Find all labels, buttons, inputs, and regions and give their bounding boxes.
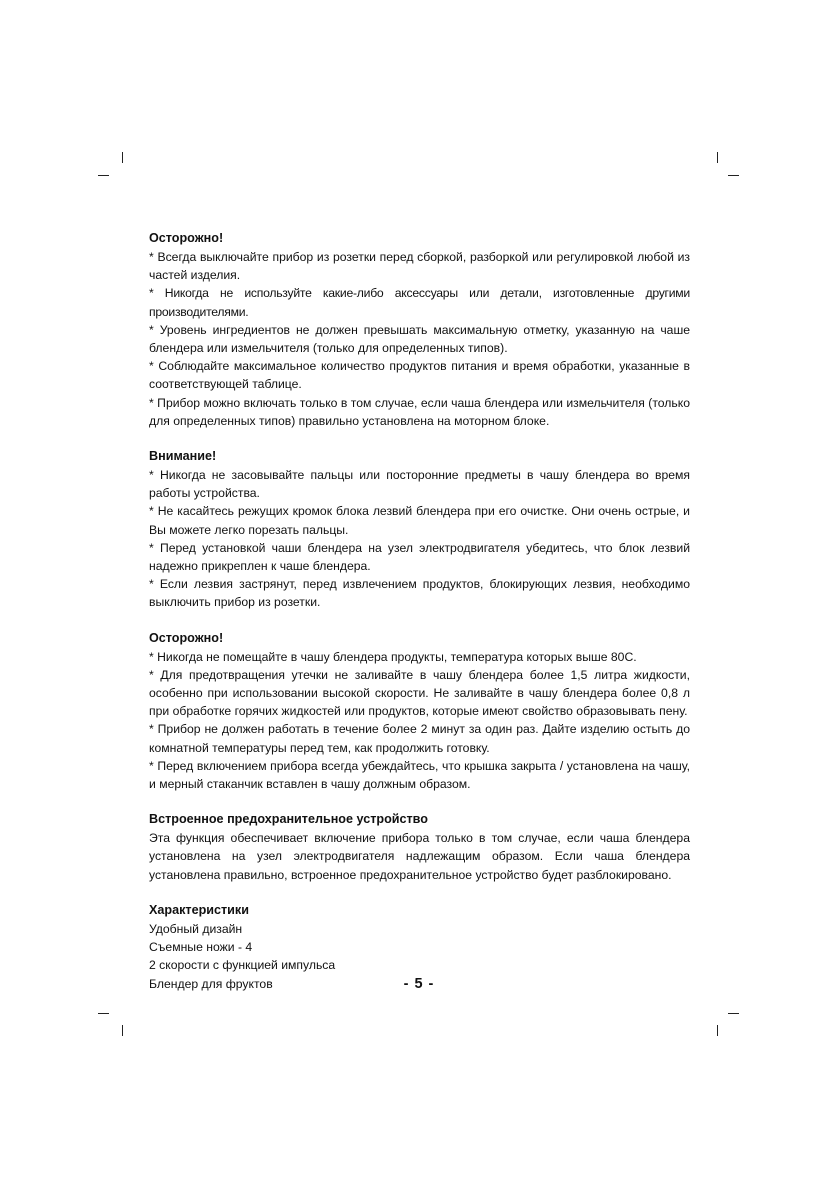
section-heading: Внимание! (149, 449, 217, 464)
feature-item: Блендер для фруктов (149, 976, 273, 991)
paragraph: * Уровень ингредиентов не должен превышать максимальную отметку, указанную на чаше блендера или измельчителя (только для определенных типов). (149, 322, 690, 356)
section-heading: Осторожно! (149, 630, 224, 645)
feature-item: Съемные ножи - 4 (149, 940, 253, 955)
section-heading: Осторожно! (149, 231, 224, 245)
paragraph: * Перед включением прибора всегда убеждайтесь, что крышка закрыта / установлена на чашу, и мерный стаканчик вставлен в чашу должным образом. (149, 758, 690, 792)
section-caution-2 (149, 629, 690, 794)
crop-mark-bottom-left-horizontal (98, 1013, 109, 1014)
crop-mark-bottom-right-horizontal (728, 1013, 739, 1014)
paragraph: * Соблюдайте максимальное количество продуктов питания и время обработки, указанные в соответствующей таблице. (149, 359, 690, 392)
document-body (149, 229, 690, 1010)
page-number: - 5 - (403, 976, 435, 992)
crop-mark-top-right-vertical (717, 152, 718, 163)
crop-mark-top-right-horizontal (728, 175, 739, 176)
section-safety-device (149, 810, 690, 884)
crop-mark-bottom-left-vertical (122, 1025, 123, 1036)
paragraph: * Если лезвия застрянут, перед извлечением продуктов, блокирующих лезвия, необходимо выключить прибор из розетки. (149, 577, 690, 610)
crop-mark-top-left-vertical (122, 152, 123, 163)
paragraph: Эта функция обеспечивает включение прибора только в том случае, если чаша блендера установлена на узел электродвигателя надлежащим образом. Если чаша блендера установлена правильно, встроенное предохранительное устройство будет разблокировано. (149, 831, 690, 882)
section-attention (149, 447, 690, 612)
paragraph: * Прибор можно включать только в том случае, если чаша блендера или измельчителя (только для определенных типов) правильно установлена на моторном блоке. (149, 395, 690, 428)
feature-item: 2 скорости с функцией импульса (149, 958, 336, 973)
crop-mark-bottom-right-vertical (717, 1025, 718, 1036)
section-heading: Характеристики (149, 902, 249, 917)
paragraph: * Перед установкой чаши блендера на узел электродвигателя убедитесь, что блок лезвий надежно прикреплен к чаше блендера. (149, 540, 690, 574)
section-caution-1 (149, 229, 690, 430)
paragraph: * Никогда не помещайте в чашу блендера продукты, температура которых выше 80С. (149, 649, 637, 664)
feature-item: Удобный дизайн (149, 921, 243, 936)
paragraph: * Всегда выключайте прибор из розетки перед сборкой, разборкой или регулировкой любой из частей изделия. (149, 250, 690, 283)
section-heading: Встроенное предохранительное устройство (149, 812, 428, 827)
paragraph: * Никогда не используйте какие-либо аксессуары или детали, изготовленные другими производителями. (149, 286, 690, 319)
paragraph: * Не касайтесь режущих кромок блока лезвий блендера при его очистке. Они очень острые, и Вы можете легко порезать пальцы. (149, 504, 690, 537)
crop-mark-top-left-horizontal (98, 175, 109, 176)
paragraph: * Для предотвращения утечки не заливайте в чашу блендера более 1,5 литра жидкости, особенно при использовании высокой скорости. Не заливайте в чашу блендера более 0,8 л при обработке горячих жидкостей или продуктов, которые имеют свойство образовывать пену. (149, 667, 690, 719)
paragraph: * Прибор не должен работать в течение более 2 минут за один раз. Дайте изделию остыть до комнатной температуры перед тем, как продолжить готовку. (149, 722, 690, 755)
paragraph: * Никогда не засовывайте пальцы или посторонние предметы в чашу блендера во время работы устройства. (149, 468, 690, 501)
